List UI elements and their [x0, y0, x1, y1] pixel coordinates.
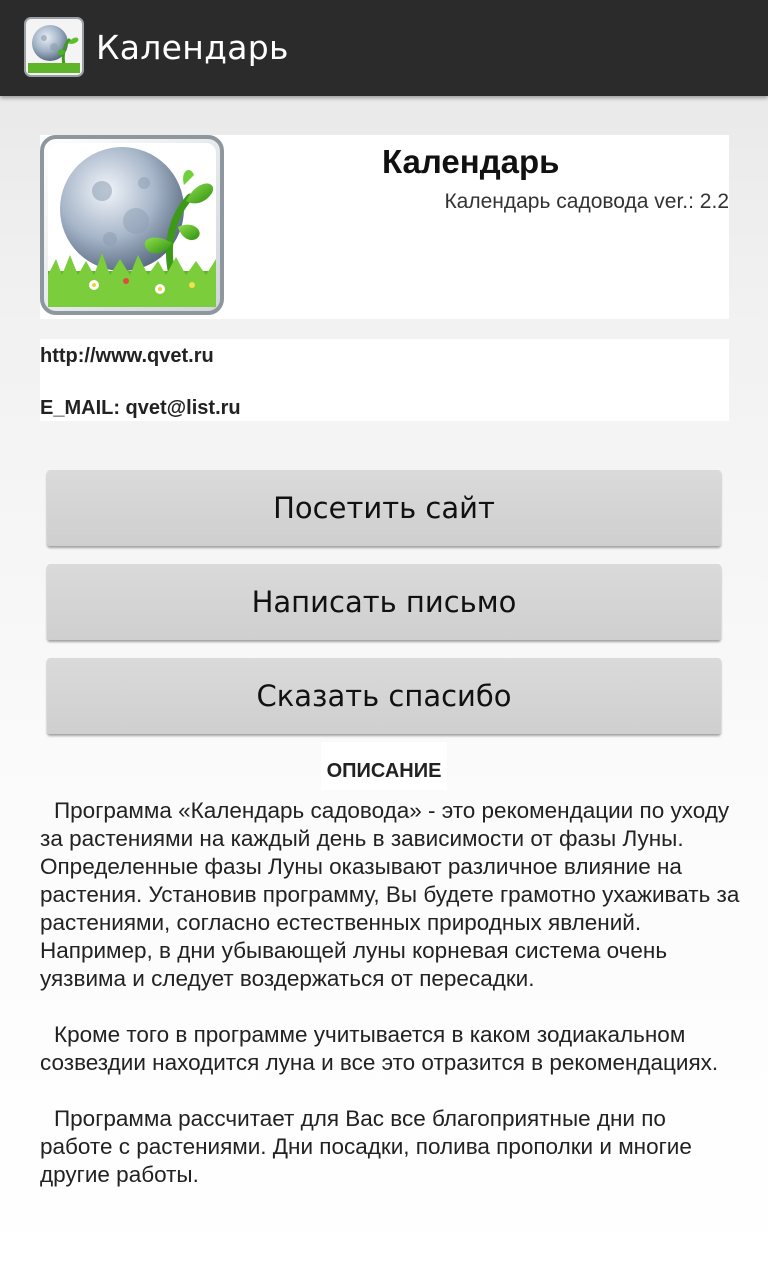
- action-bar-title: Календарь: [96, 28, 289, 67]
- website-link[interactable]: http://www.qvet.ru: [40, 345, 214, 367]
- moon-sprout-logo: [40, 135, 226, 319]
- description-text: [40, 797, 740, 1217]
- write-letter-button[interactable]: Написать письмо: [47, 564, 721, 640]
- say-thanks-button[interactable]: Сказать спасибо: [47, 658, 721, 734]
- app-info-card: [40, 135, 729, 319]
- action-bar: [0, 0, 768, 96]
- visit-site-button[interactable]: Посетить сайт: [47, 470, 721, 546]
- description-heading: ОПИСАНИЕ: [321, 742, 447, 790]
- email-link[interactable]: E_MAIL: qvet@list.ru: [40, 397, 241, 419]
- description-paragraph: Кроме того в программе учитывается в каком зодиакальном созвездии находится луна и все это отразится в рекомендациях.: [40, 1022, 719, 1075]
- app-name: Календарь: [382, 143, 560, 180]
- moon-sprout-app-icon[interactable]: [24, 17, 84, 77]
- app-version: Календарь садовода ver.: 2.2: [444, 190, 729, 213]
- description-paragraph: Программа «Календарь садовода» - это рекомендации по уходу за растениями на каждый день в зависимости от фазы Луны. Определенные фазы Луны оказывают различное влияние на растения. Установив программу, Вы будете грамотно ухаживать за растениями, согласно естественных природных явлений. Например, в дни убывающей луны корневая система очень уязвима и следует воздержаться от пересадки.: [40, 798, 740, 991]
- contacts-card: [40, 339, 729, 421]
- description-paragraph: Программа рассчитает для Вас все благоприятные дни по работе с растениями. Дни посадки, полива прополки и многие другие работы.: [40, 1106, 692, 1187]
